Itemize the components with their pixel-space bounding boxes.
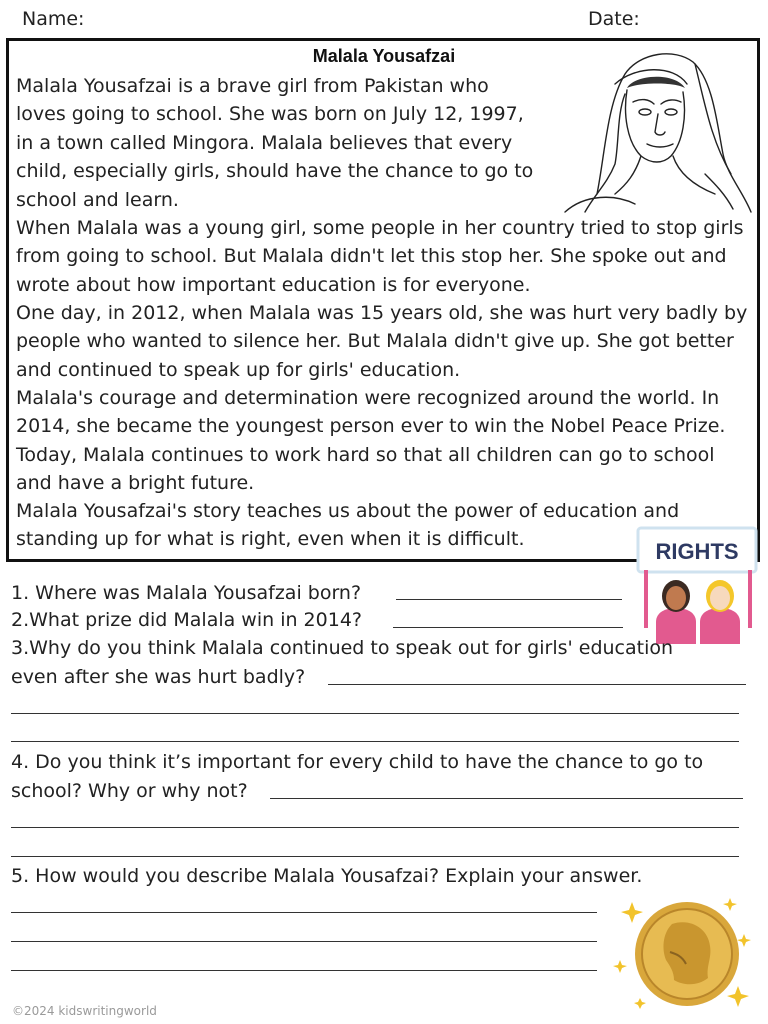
date-label: Date: (588, 8, 640, 30)
answer-line-5b[interactable] (11, 941, 597, 942)
question-5: 5. How would you describe Malala Yousafzai? Explain your answer. (11, 865, 643, 887)
rights-sign-image (636, 526, 760, 644)
malala-portrait-image (555, 44, 755, 214)
copyright-footer: ©2024 kidswritingworld (12, 1004, 157, 1018)
question-1: 1. Where was Malala Yousafzai born? (11, 582, 362, 604)
question-2: 2.What prize did Malala win in 2014? (11, 609, 362, 631)
paragraph-5: Malala Yousafzai's story teaches us about the power of education and standing up for what is right, even when it is difficult. (16, 500, 680, 551)
question-4-line-2: school? Why or why not? (11, 780, 248, 802)
name-label: Name: (22, 8, 85, 30)
paragraph-4: Malala's courage and determination were recognized around the world. In 2014, she became the youngest person ever to win the Nobel Peace Prize. Today, Malala continues to work hard so that all children can go to school and have a bright future. (16, 387, 726, 495)
paragraph-1-line: in a town called Mingora. Malala believes that every (16, 131, 513, 154)
answer-line-2[interactable] (393, 627, 623, 628)
paragraph-1-line: Malala Yousafzai is a brave girl from Pakistan who (16, 75, 489, 97)
answer-line-4b[interactable] (11, 827, 739, 828)
question-3-line-2: even after she was hurt badly? (11, 666, 306, 688)
answer-line-5c[interactable] (11, 970, 597, 971)
paragraph-2: When Malala was a young girl, some people in her country tried to stop girls from going to school. But Malala didn't let this stop her. She spoke out and wrote about how important education is for everyone. (16, 217, 744, 296)
paragraph-1-line: child, especially girls, should have the chance to go to (16, 160, 534, 183)
answer-line-1[interactable] (396, 599, 622, 600)
nobel-medal-image (612, 894, 762, 1018)
answer-line-3c[interactable] (11, 741, 739, 742)
question-4-line-1: 4. Do you think it’s important for every child to have the chance to go to (11, 751, 704, 773)
answer-line-4c[interactable] (11, 856, 739, 857)
answer-line-3b[interactable] (11, 713, 739, 714)
answer-line-4[interactable] (270, 798, 743, 799)
paragraph-1-line: school and learn. (16, 188, 179, 211)
paragraph-3: One day, in 2012, when Malala was 15 years old, she was hurt very badly by people who wanted to silence her. But Malala didn't give up. She got better and continued to speak up for girls' education. (16, 302, 748, 381)
answer-line-3[interactable] (328, 684, 746, 685)
question-3-line-1: 3.Why do you think Malala continued to speak out for girls' education (11, 637, 674, 659)
answer-line-5a[interactable] (11, 912, 597, 913)
paragraph-1 (16, 72, 533, 214)
reading-title: Malala Yousafzai (312, 46, 456, 66)
paragraph-1-line: loves going to school. She was born on July 12, 1997, (16, 103, 524, 126)
rights-sign-text: RIGHTS (655, 539, 739, 564)
